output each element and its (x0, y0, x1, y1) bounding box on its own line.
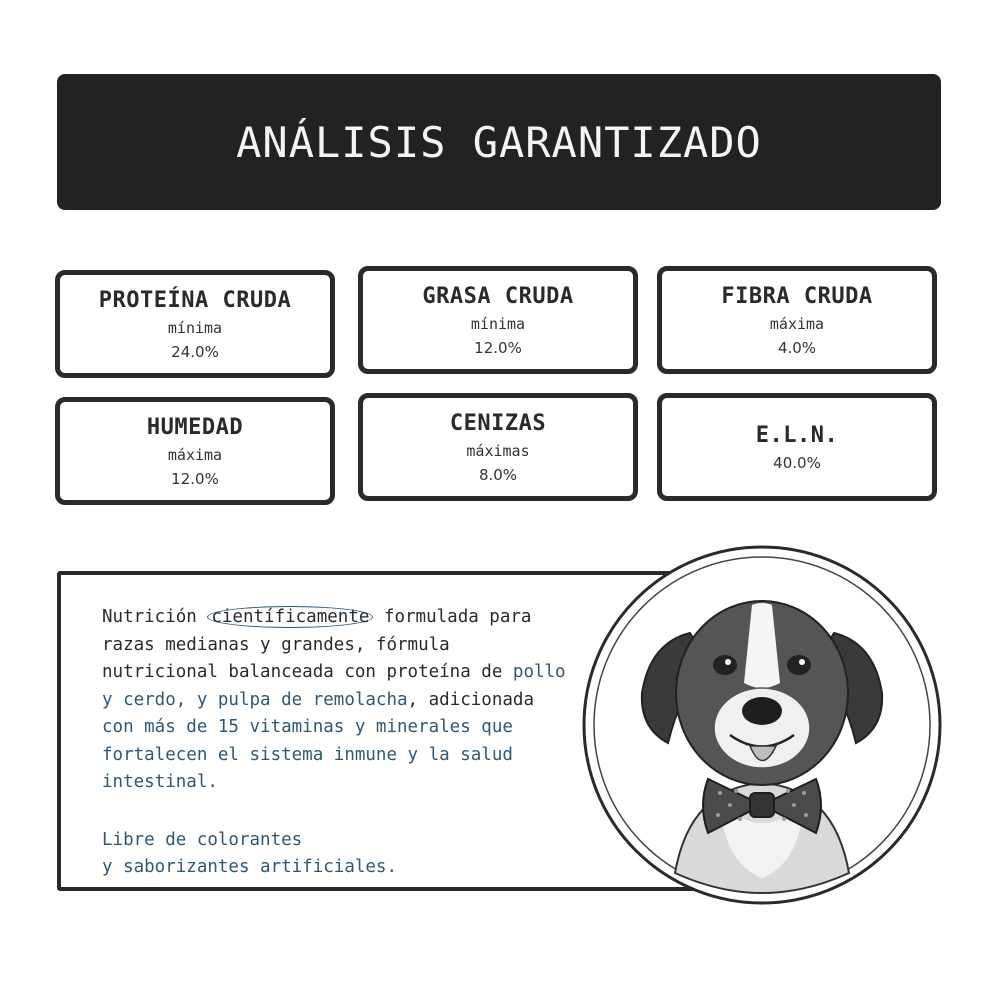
card-eln (657, 393, 937, 501)
card-value: 24.0% (171, 342, 219, 361)
desc-part: Nutrición (102, 607, 208, 627)
desc-highlight-circled: científicamente (207, 606, 373, 628)
card-label: FIBRA CRUDA (721, 283, 873, 309)
card-label: CENIZAS (449, 410, 547, 436)
card-value: 12.0% (474, 338, 522, 357)
page-title: ANÁLISIS GARANTIZADO (236, 117, 762, 167)
card-fibra (657, 266, 937, 374)
card-qualifier: máxima (769, 314, 825, 333)
card-qualifier: mínima (167, 318, 223, 337)
desc-highlight-ingredients: pollo y cerdo, y pulpa de remolacha (102, 662, 566, 710)
desc-part: , adicionada (407, 689, 534, 710)
desc-highlight-vitamins: con más de 15 vitaminas y minerales que fortalecen el sistema inmune y la salud intestinal. (102, 717, 513, 792)
card-cenizas (358, 393, 638, 501)
card-proteina (55, 270, 335, 378)
card-value: 12.0% (171, 469, 219, 488)
note-line: y saborizantes artificiales. (102, 857, 398, 877)
desc-part: formulada para razas medianas y grandes, fórmula nutricional balanceada con proteína de (102, 607, 532, 682)
card-value: 8.0% (478, 465, 518, 484)
card-humedad (55, 397, 335, 505)
card-value: 4.0% (777, 338, 817, 357)
card-qualifier: máximas (466, 441, 530, 460)
description-paragraph (102, 604, 572, 797)
title-banner (57, 74, 941, 210)
card-grasa (358, 266, 638, 374)
description-text (102, 604, 572, 882)
card-qualifier: máxima (167, 445, 223, 464)
card-qualifier: mínima (470, 314, 526, 333)
dog-with-bowtie-icon (580, 543, 944, 907)
card-label: E.L.N. (755, 422, 839, 448)
card-label: GRASA CRUDA (422, 283, 574, 309)
card-value: 40.0% (773, 453, 821, 472)
card-label: PROTEÍNA CRUDA (98, 287, 292, 313)
description-note (102, 827, 572, 882)
note-line: Libre de colorantes (102, 829, 303, 850)
card-label: HUMEDAD (146, 414, 244, 440)
